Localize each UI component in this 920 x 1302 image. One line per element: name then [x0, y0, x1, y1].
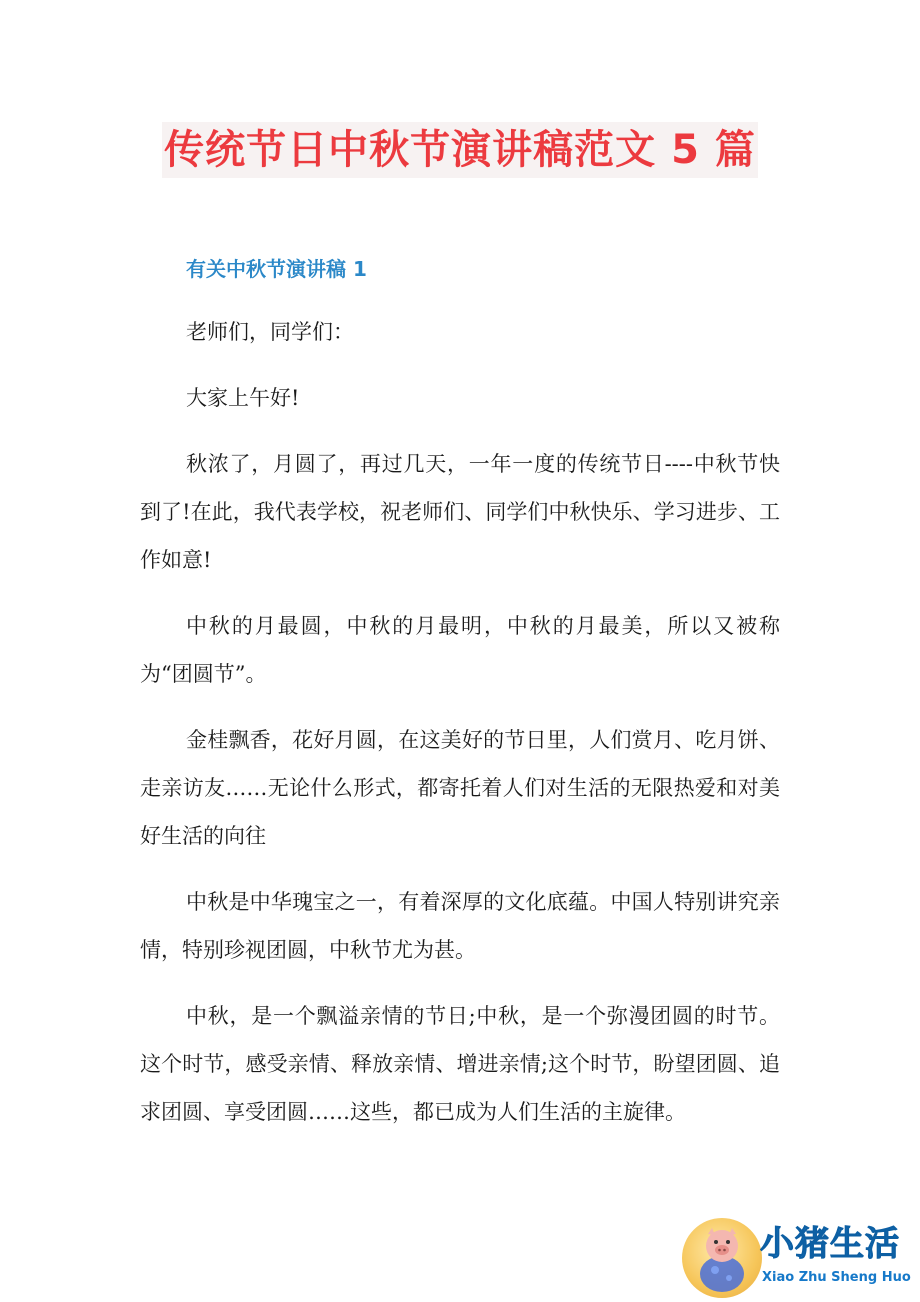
logo-text-cn: 小猪生活: [760, 1224, 900, 1264]
logo-text-en: Xiao Zhu Sheng Huo: [762, 1270, 911, 1285]
title-container: [0, 122, 920, 178]
paragraph: 中秋，是一个飘溢亲情的节日;中秋，是一个弥漫团圆的时节。这个时节，感受亲情、释放亲情、增进亲情;这个时节，盼望团圆、追求团圆、享受团圆……这些，都已成为人们生活的主旋律。: [140, 1004, 780, 1124]
paragraph: 中秋的月最圆，中秋的月最明，中秋的月最美，所以又被称为“团圆节”。: [140, 614, 780, 686]
paragraph: 老师们，同学们：: [186, 320, 354, 344]
document-body: [140, 250, 780, 1154]
document-title: 传统节日中秋节演讲稿范文 5 篇: [162, 122, 758, 178]
pig-mascot-icon: [682, 1218, 762, 1298]
section-heading: 有关中秋节演讲稿 1: [186, 257, 367, 281]
paragraph: 秋浓了，月圆了，再过几天，一年一度的传统节日----中秋节快到了!在此，我代表学校，祝老师们、同学们中秋快乐、学习进步、工作如意!: [140, 452, 780, 572]
paragraph: 中秋是中华瑰宝之一，有着深厚的文化底蕴。中国人特别讲究亲情，特别珍视团圆，中秋节尤为甚。: [140, 890, 780, 962]
paragraph: 金桂飘香，花好月圆，在这美好的节日里，人们赏月、吃月饼、走亲访友……无论什么形式，都寄托着人们对生活的无限热爱和对美好生活的向往: [140, 728, 780, 848]
paragraph: 大家上午好!: [186, 386, 300, 410]
watermark-logo: [678, 1212, 920, 1302]
